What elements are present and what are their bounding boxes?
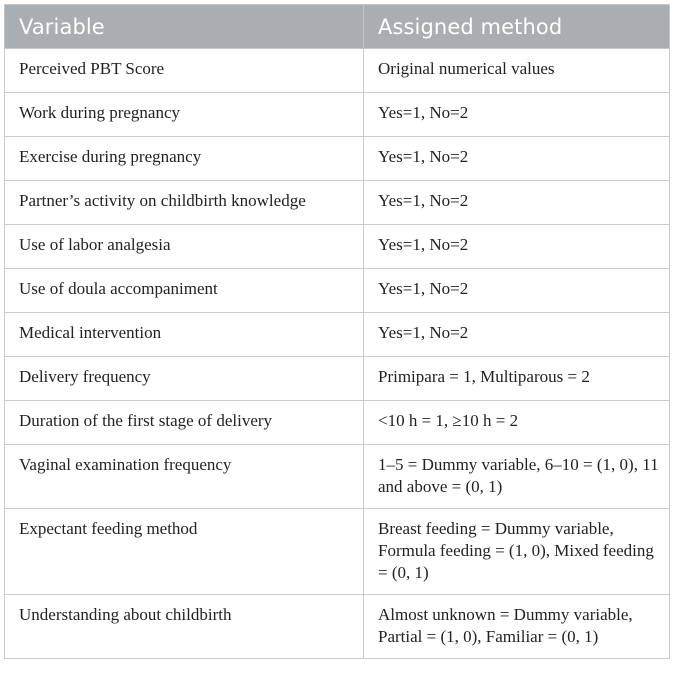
method-cell: Yes=1, No=2 (364, 269, 670, 313)
method-cell: Original numerical values (364, 49, 670, 93)
table-row (5, 93, 670, 137)
table-row (5, 509, 670, 595)
table-row (5, 137, 670, 181)
variable-cell: Use of labor analgesia (5, 225, 364, 269)
method-cell: Yes=1, No=2 (364, 181, 670, 225)
variable-cell: Delivery frequency (5, 357, 364, 401)
variable-cell: Vaginal examination frequency (5, 445, 364, 509)
table-row (5, 49, 670, 93)
table-row (5, 595, 670, 659)
header-assigned-method: Assigned method (364, 5, 670, 49)
method-cell: Yes=1, No=2 (364, 225, 670, 269)
table-row (5, 401, 670, 445)
table-row (5, 225, 670, 269)
table-row (5, 445, 670, 509)
data-table-container (4, 4, 669, 659)
method-cell: 1–5 = Dummy variable, 6–10 = (1, 0), 11 and above = (0, 1) (364, 445, 670, 509)
variable-cell: Work during pregnancy (5, 93, 364, 137)
method-cell: Yes=1, No=2 (364, 313, 670, 357)
table-row (5, 181, 670, 225)
table-row (5, 357, 670, 401)
variable-assignment-table (4, 4, 670, 659)
variable-cell: Duration of the first stage of delivery (5, 401, 364, 445)
variable-cell: Understanding about childbirth (5, 595, 364, 659)
variable-cell: Medical intervention (5, 313, 364, 357)
method-cell: <10 h = 1, ≥10 h = 2 (364, 401, 670, 445)
variable-cell: Perceived PBT Score (5, 49, 364, 93)
method-cell: Primipara = 1, Multiparous = 2 (364, 357, 670, 401)
table-row (5, 269, 670, 313)
method-cell: Yes=1, No=2 (364, 93, 670, 137)
variable-cell: Partner’s activity on childbirth knowledge (5, 181, 364, 225)
method-cell: Yes=1, No=2 (364, 137, 670, 181)
variable-cell: Expectant feeding method (5, 509, 364, 595)
table-header-row (5, 5, 670, 49)
header-variable: Variable (5, 5, 364, 49)
table-row (5, 313, 670, 357)
variable-cell: Use of doula accompaniment (5, 269, 364, 313)
method-cell: Breast feeding = Dummy variable, Formula feeding = (1, 0), Mixed feeding = (0, 1) (364, 509, 670, 595)
variable-cell: Exercise during pregnancy (5, 137, 364, 181)
method-cell: Almost unknown = Dummy variable, Partial = (1, 0), Familiar = (0, 1) (364, 595, 670, 659)
